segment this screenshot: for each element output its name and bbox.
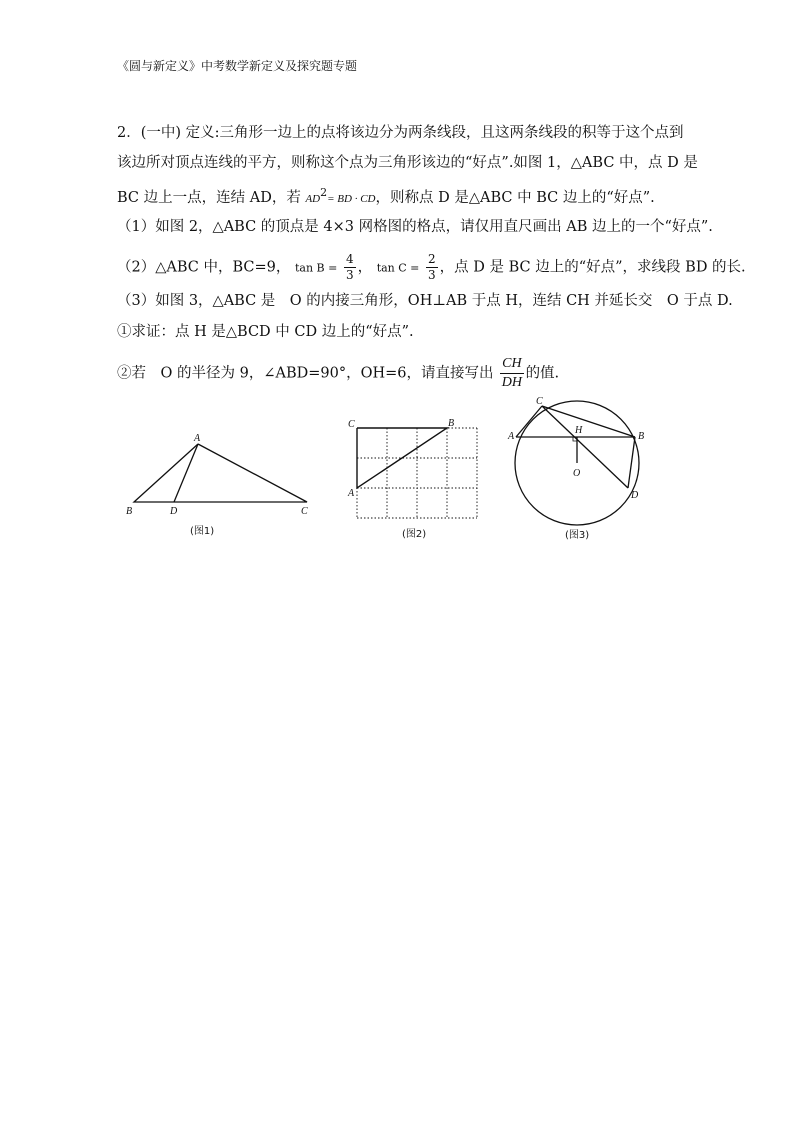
fig3-label-c: C [536,396,543,407]
fig3-segment-cd [542,406,628,488]
problem-line-2: 该边所对顶点连线的平方，则称这个点为三角形该边的“好点”.如图 1，△ABC 中，点 D 是 [117,155,698,171]
tan-b-numerator: 4 [345,252,354,266]
tan-c-fraction [426,252,438,283]
ch-dh-fraction [500,355,523,392]
tan-c-numerator: 2 [428,252,436,266]
fig3-side-cb [542,406,635,437]
question-3-part-2 [117,355,559,392]
fig2-label-a: A [348,488,355,499]
fig3-label-h: H [575,425,583,436]
fig3-segment-bd [628,437,635,488]
question-2-text-a: （2）△ABC 中，BC=9， [117,259,291,276]
tan-b-label: tan B = [294,261,338,275]
fig3-label-b: B [638,431,645,442]
figure-3 [505,392,655,547]
figure-2 [345,415,485,545]
fig1-label-b: B [126,506,133,517]
tan-c-label: tan C = [376,261,420,275]
fig2-label-c: C [348,419,355,430]
fig3-side-ca [516,406,542,437]
fig1-segment-ad [174,444,198,502]
fig3-label-d: D [631,490,639,501]
fig1-label-d: D [170,506,178,517]
fig2-label-b: B [448,418,455,429]
fig3-label-o: O [573,468,581,479]
fig2-triangle [357,428,447,488]
question-2-text-b: ，点 D 是 BC 边上的“好点”，求线段 BD 的长. [439,259,746,276]
fig1-triangle [134,444,307,502]
problem-line-3 [117,183,655,209]
question-2: （2）△ABC 中，BC=9， tan B = $\frac{4}{3}$ ， tan C = $\frac{2}{3}$ ，点 D 是 BC 边上的“好点”，求线段 BD 的长. [117,252,746,282]
equation-rhs: = BD · CD [327,192,376,205]
question-1: （1）如图 2，△ABC 的顶点是 4×3 网格图的格点，请仅用直尺画出 AB 边上的一个“好点”. [117,219,713,235]
question-3-part-2-text-a: ②若 O 的半径为 9，∠ABD=90°，OH=6，请直接写出 [117,365,494,382]
question-3: （3）如图 3，△ABC 是 O 的内接三角形，OH⊥AB 于点 H，连结 CH 并延长交 O 于点 D. [117,293,733,309]
fig1-label-c: C [301,506,308,517]
figure-1 [120,430,320,545]
problem-line-3-text-a: BC 边上一点，连结 AD，若 [117,189,301,206]
fig1-caption: (图1) [190,526,215,537]
fig1-label-a: A [194,433,201,444]
equation-ad: AD [305,192,321,205]
tan-b-fraction [344,252,356,283]
fig3-caption: (图3) [565,530,590,541]
dh-denominator: DH [501,375,522,390]
page-header: 《圆与新定义》中考数学新定义及探究题专题 [117,59,358,73]
question-3-part-1: ①求证：点 H 是△BCD 中 CD 边上的“好点”. [117,324,414,340]
fig3-label-a: A [508,431,515,442]
problem-line-1: 2．(一中) 定义:三角形一边上的点将该边分为两条线段，且这两条线段的积等于这个点到 [117,125,684,141]
tan-b-denominator: 3 [345,268,354,282]
ch-numerator: CH [500,355,523,374]
tan-c-denominator: 3 [428,268,436,282]
fig2-caption: (图2) [402,529,427,540]
question-3-part-2-text-b: 的值. [525,365,560,382]
problem-line-3-text-b: ，则称点 D 是△ABC 中 BC 边上的“好点”. [375,189,655,206]
equation-sup: 2 [320,186,328,199]
